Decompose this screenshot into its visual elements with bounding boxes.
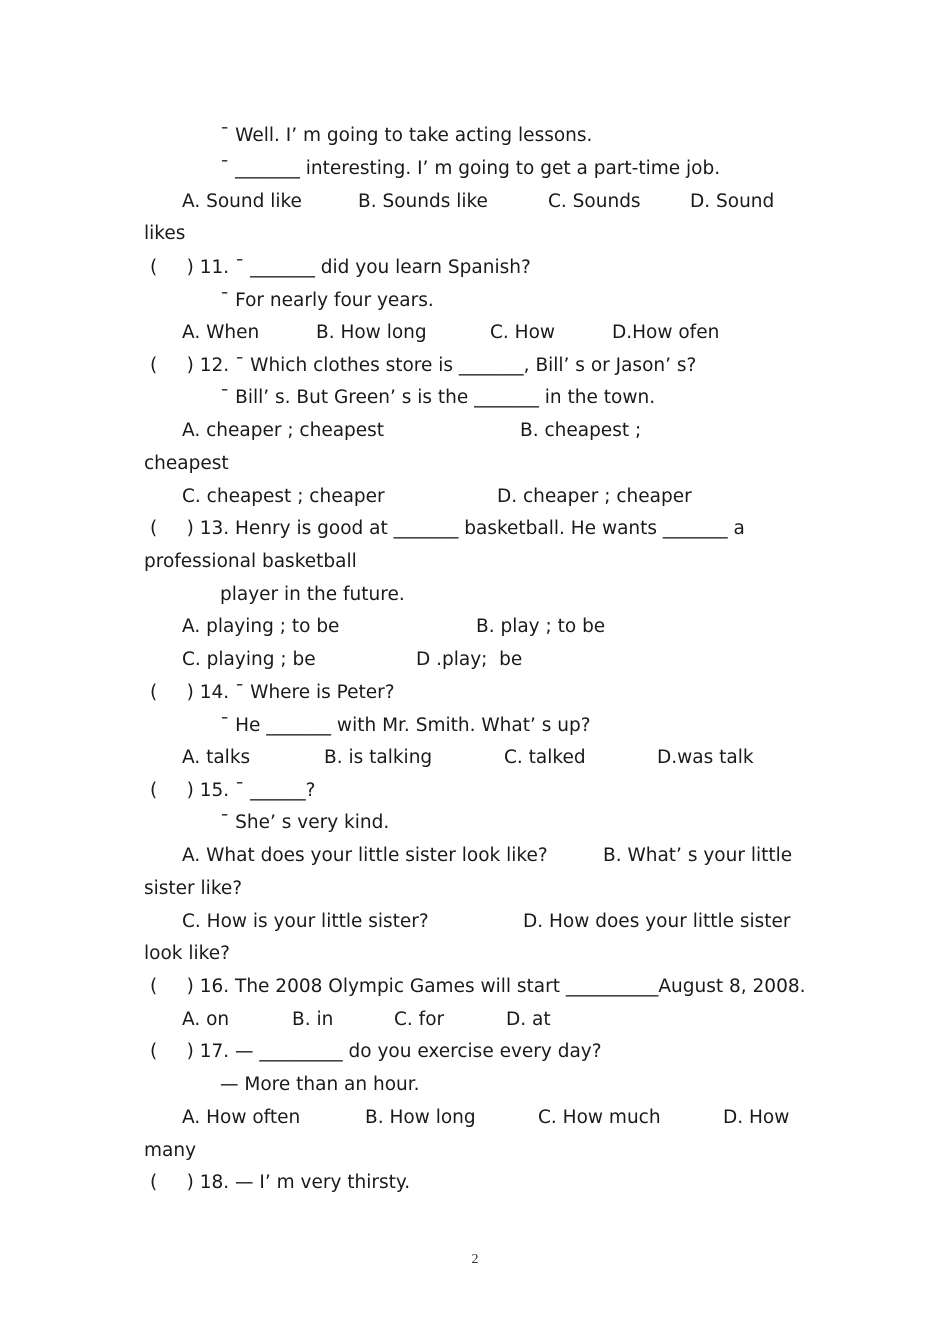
q17-option-d-wrap: many: [144, 1140, 197, 1161]
q15-option-b-wrap: sister like?: [144, 878, 243, 899]
q13-option-d: D .play; be: [416, 649, 523, 670]
q12-answer-line: ¯ Bill’ s. But Green’ s is the _______ in the town.: [220, 387, 656, 408]
q16-option-d: D. at: [506, 1009, 551, 1030]
q15-option-a: A. What does your little sister look like?: [182, 845, 548, 866]
q13-stem-wrap-2: player in the future.: [220, 584, 405, 605]
q11-option-b: B. How long: [316, 322, 427, 343]
q10-dialogue-line-2: ¯ _______ interesting. I’ m going to get a part-time job.: [220, 158, 721, 179]
q15-answer-line: ¯ She’ s very kind.: [220, 812, 390, 833]
q14-option-d: D.was talk: [657, 747, 754, 768]
q10-dialogue-line-1: ¯ Well. I’ m going to take acting lessons.: [220, 125, 593, 146]
q11-option-d: D.How ofen: [612, 322, 720, 343]
q11-stem: ( ) 11. ¯ _______ did you learn Spanish?: [150, 257, 531, 278]
q10-option-b: B. Sounds like: [358, 191, 488, 212]
q14-stem: ( ) 14. ¯ Where is Peter?: [150, 682, 395, 703]
q15-option-c: C. How is your little sister?: [182, 911, 429, 932]
q16-stem: ( ) 16. The 2008 Olympic Games will start __________August 8, 2008.: [150, 976, 806, 997]
page-number: 2: [471, 1252, 479, 1267]
q17-option-d: D. How: [723, 1107, 790, 1128]
q15-option-b: B. What’ s your little: [603, 845, 793, 866]
q13-option-c: C. playing ; be: [182, 649, 316, 670]
q11-option-a: A. When: [182, 322, 260, 343]
q12-option-b: B. cheapest ;: [520, 420, 642, 441]
q18-stem: ( ) 18. — I’ m very thirsty.: [150, 1172, 411, 1193]
q14-option-a: A. talks: [182, 747, 251, 768]
q16-option-b: B. in: [292, 1009, 334, 1030]
q16-option-c: C. for: [394, 1009, 445, 1030]
q17-answer-line: — More than an hour.: [220, 1074, 420, 1095]
q15-option-d: D. How does your little sister: [523, 911, 791, 932]
q10-option-c: C. Sounds: [548, 191, 641, 212]
q12-option-a: A. cheaper ; cheapest: [182, 420, 385, 441]
q13-stem-wrap-1: professional basketball: [144, 551, 357, 572]
q15-option-d-wrap: look like?: [144, 943, 230, 964]
q17-option-b: B. How long: [365, 1107, 476, 1128]
q12-option-b-wrap: cheapest: [144, 453, 229, 474]
q12-option-d: D. cheaper ; cheaper: [497, 486, 692, 507]
q17-option-c: C. How much: [538, 1107, 661, 1128]
q12-option-c: C. cheapest ; cheaper: [182, 486, 385, 507]
q13-option-a: A. playing ; to be: [182, 616, 340, 637]
q11-answer-line: ¯ For nearly four years.: [220, 290, 434, 311]
q15-stem: ( ) 15. ¯ ______?: [150, 780, 316, 801]
q16-option-a: A. on: [182, 1009, 230, 1030]
q13-stem: ( ) 13. Henry is good at _______ basketball. He wants _______ a: [150, 518, 745, 539]
q10-option-d-wrap: likes: [144, 223, 186, 244]
q14-option-b: B. is talking: [324, 747, 433, 768]
q17-option-a: A. How often: [182, 1107, 301, 1128]
q11-option-c: C. How: [490, 322, 556, 343]
q14-option-c: C. talked: [504, 747, 586, 768]
q10-option-d: D. Sound: [690, 191, 775, 212]
q14-answer-line: ¯ He _______ with Mr. Smith. What’ s up?: [220, 715, 591, 736]
q10-option-a: A. Sound like: [182, 191, 302, 212]
q13-option-b: B. play ; to be: [476, 616, 606, 637]
q17-stem: ( ) 17. — _________ do you exercise every day?: [150, 1041, 602, 1062]
q12-stem: ( ) 12. ¯ Which clothes store is _______, Bill’ s or Jason’ s?: [150, 355, 697, 376]
